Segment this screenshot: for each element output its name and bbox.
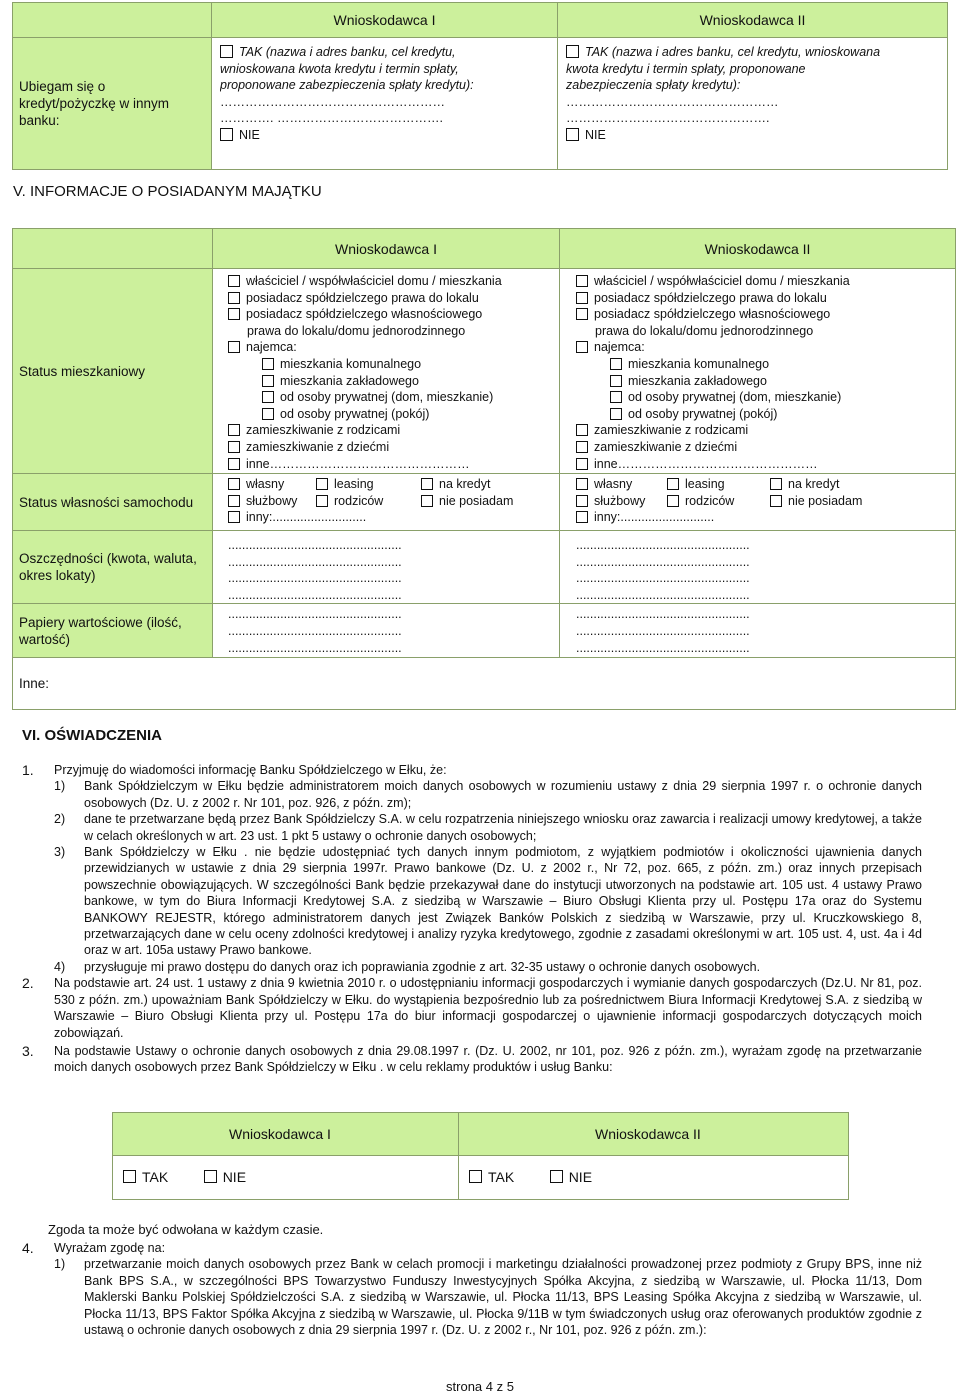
section-5-title: V. INFORMACJE O POSIADANYM MAJĄTKU xyxy=(13,183,322,200)
marketing-consent-table xyxy=(112,1112,848,1200)
car-leasing-checkbox[interactable] xyxy=(667,478,679,490)
applicant-2-savings[interactable]: .................................................. .................................................. .................................................. .................................................. xyxy=(560,531,956,604)
statement-1-item: 1) Bank Spółdzielczym w Ełku będzie administratorem moich danych osobowych w rozumieniu ustawy z dnia 29 sierpnia 1997 r. o ochronie danych osobowych (Dz. U. z 2002 r. Nr 101, poz. 926, z późn. zm); xyxy=(54,779,922,810)
consent-tak-checkbox[interactable] xyxy=(123,1170,136,1183)
page-number: strona 4 z 5 xyxy=(446,1379,514,1394)
private-room-checkbox[interactable] xyxy=(610,408,622,420)
private-room-checkbox[interactable] xyxy=(262,408,274,420)
applicant-1-securities[interactable]: .................................................. .................................................. .................................................. xyxy=(213,604,560,658)
coop-own-checkbox[interactable] xyxy=(228,308,240,320)
other-housing-checkbox[interactable] xyxy=(228,458,240,470)
savings-label: Oszczędności (kwota, waluta, okres lokaty) xyxy=(13,531,213,604)
car-other-checkbox[interactable] xyxy=(228,511,240,523)
statement-1-item: 2) dane te przetwarzane będą przez Bank Spółdzielczy S.A. w celu rozpatrzenia niniejszego wniosku oraz zawarcia i realizacji umowy kredytowej, a także w celach określonych w art. 23 ust. 1 pkt 5 ustawy o ochronie danych osobowych; xyxy=(54,812,922,843)
applicant-2-housing: właściciel / współwłaściciel domu / mieszkania posiadacz spółdzielczego prawa do lokalu posiadacz spółdzielczego własnościowego prawa do lokalu/domu jednorodzinnego najemca: mieszkania komunalnego mieszkania zakładowego od osoby prywatnej (dom, mieszkanie) od osoby prywatnej (pokój) zamieszkiwanie z rodzicami zamieszkiwanie z dziećmi inne………………………………………… xyxy=(560,269,956,474)
tak-checkbox[interactable] xyxy=(220,45,233,58)
applicant-1-header: Wnioskodawca I xyxy=(212,3,558,38)
car-own-checkbox[interactable] xyxy=(576,478,588,490)
tak-checkbox[interactable] xyxy=(566,45,579,58)
consent-applicant-2-header: Wnioskodawca II xyxy=(459,1113,849,1156)
car-credit-checkbox[interactable] xyxy=(770,478,782,490)
car-company-checkbox[interactable] xyxy=(576,495,588,507)
applicant-1-housing: właściciel / współwłaściciel domu / mieszkania posiadacz spółdzielczego prawa do lokalu posiadacz spółdzielczego własnościowego prawa do lokalu/domu jednorodzinnego najemca: mieszkania komunalnego mieszkania zakładowego od osoby prywatnej (dom, mieszkanie) od osoby prywatnej (pokój) zamieszkiwanie z rodzicami zamieszkiwanie z dziećmi inne………………………………………… xyxy=(213,269,560,474)
coop-checkbox[interactable] xyxy=(228,292,240,304)
tenant-checkbox[interactable] xyxy=(228,341,240,353)
consent-applicant-1-header: Wnioskodawca I xyxy=(113,1113,459,1156)
applicant-2-other-bank: TAK (nazwa i adres banku, cel kredytu, wnioskowana kwota kredytu i termin spłaty, proponowane zabezpieczenia spłaty kredytu): …………………………………………… …………………………………………. NIE xyxy=(558,38,948,170)
car-status-label: Status własności samochodu xyxy=(13,474,213,531)
with-parents-checkbox[interactable] xyxy=(576,424,588,436)
municipal-checkbox[interactable] xyxy=(610,358,622,370)
applicant-1-savings[interactable]: .................................................. .................................................. .................................................. .................................................. xyxy=(213,531,560,604)
car-none-checkbox[interactable] xyxy=(421,495,433,507)
section-6-title: VI. OŚWIADCZENIA xyxy=(22,727,163,744)
applicant-2-header: Wnioskodawca II xyxy=(560,229,956,269)
other-bank-loan-section xyxy=(12,2,947,170)
with-children-checkbox[interactable] xyxy=(228,441,240,453)
securities-label: Papiery wartościowe (ilość, wartość) xyxy=(13,604,213,658)
statement-1-item: 4) przysługuje mi prawo dostępu do danych oraz ich poprawiania zgodnie z art. 32-35 ustawy o ochronie danych osobowych. xyxy=(54,959,761,974)
private-house-checkbox[interactable] xyxy=(610,391,622,403)
company-flat-checkbox[interactable] xyxy=(262,375,274,387)
statement-4-item: 1) przetwarzanie moich danych osobowych przez Bank w celach promocji i marketingu działalności prowadzonej przez podmioty z Grupy BPS, inne niż Bank BPS S.A., w szczególności BPS Towarzystwo Funduszy Inwestycyjnych Spółka Akcyjna, z siedzibą w Warszawie, ul. Płocka 11/13, Dom Maklerski Banku Polskiej Spółdzielczości S.A. z siedzibą w Warszawie, ul. Płocka 11/13, BPS Leasing Spółka Akcyjna z siedzibą w Warszawie, ul. Płocka 11/13, BPS Faktor Spółka Akcyjna z siedzibą w Warszawie, ul. Płocka 9/11B w tym świadczonych usług oraz oferowanych produktów zgodnie z ustawą o ochronie danych osobowych z dnia 29 sierpnia 1997 r. (Dz. U. z 2002 r., Nr 101, poz. 926 z późn. zm.): xyxy=(54,1257,922,1338)
car-credit-checkbox[interactable] xyxy=(421,478,433,490)
other-assets-field[interactable] xyxy=(13,658,956,710)
other-housing-checkbox[interactable] xyxy=(576,458,588,470)
municipal-checkbox[interactable] xyxy=(262,358,274,370)
consent-tak-checkbox[interactable] xyxy=(469,1170,482,1183)
consent-nie-checkbox[interactable] xyxy=(550,1170,563,1183)
coop-checkbox[interactable] xyxy=(576,292,588,304)
car-none-checkbox[interactable] xyxy=(770,495,782,507)
other-assets-label: Inne: xyxy=(19,676,50,692)
statements xyxy=(22,762,922,1076)
car-own-checkbox[interactable] xyxy=(228,478,240,490)
car-parents-checkbox[interactable] xyxy=(316,495,328,507)
tenant-checkbox[interactable] xyxy=(576,341,588,353)
nie-checkbox[interactable] xyxy=(566,128,579,141)
with-parents-checkbox[interactable] xyxy=(228,424,240,436)
car-company-checkbox[interactable] xyxy=(228,495,240,507)
other-bank-loan-label: Ubiegam się o kredyt/pożyczkę w innym banku: xyxy=(13,38,212,170)
consent-nie-checkbox[interactable] xyxy=(204,1170,217,1183)
coop-own-checkbox[interactable] xyxy=(576,308,588,320)
car-parents-checkbox[interactable] xyxy=(667,495,679,507)
statement-3: 3. Na podstawie Ustawy o ochronie danych osobowych z dnia 29.08.1997 r. (Dz. U. 2002, nr 101, poz. 926 z późn. zm.), wyrażam zgodę na przetwarzanie moich danych osobowych przez Bank Spółdzielczy w Ełku . w celu reklamy produktów i usług Banku: xyxy=(22,1042,922,1075)
statement-1-item: 3) Bank Spółdzielczy w Ełku . nie będzie udostępniać tych danych innym podmiotom, z wyjątkiem podmiotów i okoliczności ujawnienia danych przewidzianych w ustawie z dnia 29 sierpnia 1997r. Prawo bankowe (Dz. U. z 2002 r., Nr 72, poz. 665, z późn. zm.) oraz innych przepisach powszechnie obowiązujących. W szczególności Bank będzie przekazywał dane do instytucji utworzonych na podstawie art. 105 ust. 4 ustawy Prawo bankowe, w tym do Biura Informacji Kredytowej S.A. z siedzibą w Warszawie – Biuro Obsługi Klienta przy ul. Postępu 17a oraz do Systemu BANKOWY REJESTR, którego administratorem danych jest Związek Banków Polskich z siedzibą w Warszawie, przy ul. Kruczkowskiego 8, przetwarzających dane w celu oceny zdolności kredytowej i analizy ryzyka kredytowego, zgodnie z zasadami określonymi w art. 105 ust. 4, ust. 4a i 4d oraz w art. 105a ustawy Prawo bankowe. xyxy=(54,845,922,958)
assets-section xyxy=(12,228,955,710)
revocation-note: Zgoda ta może być odwołana w każdym czasie. xyxy=(48,1222,324,1237)
statement-4: 4. Wyrażam zgodę na: 1) przetwarzanie moich danych osobowych przez Bank w celach promocji i marketingu działalności prowadzonej przez podmioty z Grupy BPS, inne niż Bank BPS S.A., w szczególności BPS Towarzystwo Funduszy Inwestycyjnych Spółka Akcyjna, z siedzibą w Warszawie, ul. Płocka 11/13, Dom Maklerski Banku Polskiej Spółdzielczości S.A. z siedzibą w Warszawie, ul. Płocka 11/13, BPS Leasing Spółka Akcyjna z siedzibą w Warszawie, ul. Płocka 11/13, BPS Faktor Spółka Akcyjna z siedzibą w Warszawie, ul. Płocka 9/11B w tym świadczonych usług oraz oferowanych produktów zgodnie z ustawą o ochronie danych osobowych z dnia 29 sierpnia 1997 r. (Dz. U. z 2002 r., Nr 101, poz. 926 z późn. zm.): xyxy=(22,1240,922,1338)
nie-checkbox[interactable] xyxy=(220,128,233,141)
applicant-1-header: Wnioskodawca I xyxy=(213,229,560,269)
applicant-1-car: własny leasing na kredyt służbowy rodziców nie posiadam inny:........................... xyxy=(213,474,560,531)
car-other-checkbox[interactable] xyxy=(576,511,588,523)
car-leasing-checkbox[interactable] xyxy=(316,478,328,490)
applicant-2-car: własny leasing na kredyt służbowy rodziców nie posiadam inny:........................... xyxy=(560,474,956,531)
statement-2: 2. Na podstawie art. 24 ust. 1 ustawy z dnia 9 kwietnia 2010 r. o udostępnianiu informacji gospodarczych i wymianie danych gospodarczych (Dz.U. Nr 81, poz. 530 z późn. zm.) upoważniam Bank Spółdzielczy w Ełku. do wystąpienia bezpośrednio lub za pośrednictwem Biura Informacji Kredytowej S.A. z siedzibą w Warszawie – Biuro Obsługi Klienta przy ul. Postępu 17a do biur informacji gospodarczej o ujawnienie informacji gospodarczych dotyczących moich zobowiązań. xyxy=(22,975,922,1040)
consent-applicant-2: TAK NIE xyxy=(459,1156,849,1200)
private-house-checkbox[interactable] xyxy=(262,391,274,403)
statement-1: 1. Przyjmuję do wiadomości informację Banku Spółdzielczego w Ełku, że: xyxy=(22,762,447,778)
owner-checkbox[interactable] xyxy=(576,275,588,287)
company-flat-checkbox[interactable] xyxy=(610,375,622,387)
applicant-1-other-bank: TAK (nazwa i adres banku, cel kredytu, wnioskowana kwota kredytu i termin spłaty, proponowane zabezpieczenia spłaty kredytu): ……………………………………………… …………. …………………………………. NIE xyxy=(212,38,558,170)
owner-checkbox[interactable] xyxy=(228,275,240,287)
with-children-checkbox[interactable] xyxy=(576,441,588,453)
consent-applicant-1: TAK NIE xyxy=(113,1156,459,1200)
housing-status-label: Status mieszkaniowy xyxy=(13,269,213,474)
applicant-2-securities[interactable]: .................................................. .................................................. .................................................. xyxy=(560,604,956,658)
applicant-2-header: Wnioskodawca II xyxy=(558,3,948,38)
